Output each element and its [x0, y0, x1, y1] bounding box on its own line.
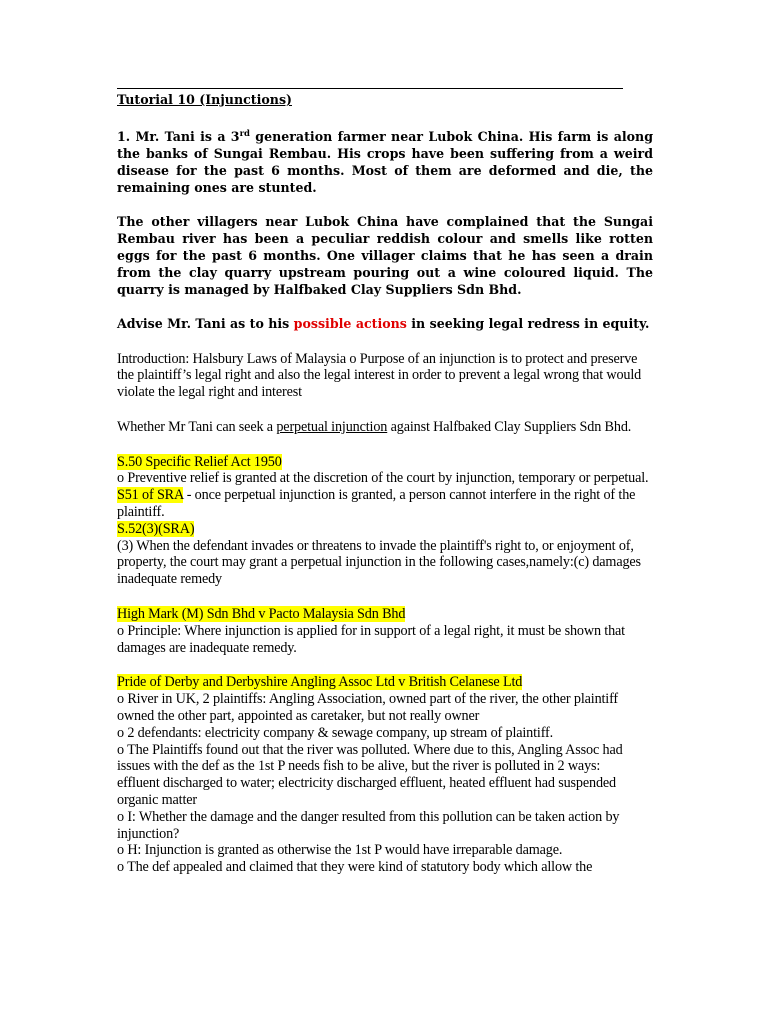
introduction-paragraph: Introduction: Halsbury Laws of Malaysia o Purpose of an injunction is to protect and preserve the plaintiff’s legal right and also the legal interest in order to prevent a legal wrong that would violate the legal right and interest: [117, 350, 642, 401]
case-pride-of-derby-line: o I: Whether the damage and the danger resulted from this pollution can be taken action by injunction?: [117, 808, 620, 842]
question-paragraph-1: 1. Mr. Tani is a 3rd generation farmer near Lubok China. His farm is along the banks of Sungai Rembau. His crops have been suffering from a weird disease for the past 6 months. Most of them are deformed and die, the remaining ones are stunted.: [117, 128, 653, 195]
perpetual-injunction-underlined: perpetual injunction: [276, 418, 388, 435]
case-pride-of-derby-line: effluent discharged to water; electricity discharged effluent, heated effluent had suspended organic matter: [117, 775, 616, 809]
issue-paragraph: Whether Mr Tani can seek a perpetual injunction against Halfbaked Clay Suppliers Sdn Bhd.: [117, 418, 632, 435]
header-rule: [117, 88, 623, 89]
s50-text: o Preventive relief is granted at the discretion of the court by injunction, temporary or perpetual.: [117, 470, 649, 487]
tutorial-title: Tutorial 10 (Injunctions): [117, 92, 292, 107]
advise-instruction: Advise Mr. Tani as to his possible actions in seeking legal redress in equity.: [117, 315, 650, 331]
case-pride-of-derby-line: o The Plaintiffs found out that the river was polluted. Where due to this, Angling Assoc had issues with the def as the 1st P needs fish to be alive, but the river is polluted in 2 ways:: [117, 741, 623, 775]
case-pride-of-derby-line: o The def appealed and claimed that they were kind of statutory body which allow the: [117, 859, 593, 876]
case-pride-of-derby-line: o H: Injunction is granted as otherwise the 1st P would have irreparable damage.: [117, 842, 563, 859]
s51-paragraph: S51 of SRA - once perpetual injunction is granted, a person cannot interfere in the right of the plaintiff.: [117, 487, 636, 521]
s52-heading: S.52(3)(SRA): [117, 520, 195, 537]
case-high-mark-text: o Principle: Where injunction is applied for in support of a legal right, it must be shown that damages are inadequate remedy.: [117, 622, 625, 656]
possible-actions-emphasis: possible actions: [293, 315, 407, 331]
case-pride-of-derby-line: o River in UK, 2 plaintiffs: Angling Association, owned part of the river, the other plaintiff owned the other part, appointed as caretaker, but not really owner: [117, 691, 618, 725]
case-high-mark-heading: High Mark (M) Sdn Bhd v Pacto Malaysia Sdn Bhd: [117, 606, 406, 623]
s52-text: (3) When the defendant invades or threatens to invade the plaintiff's right to, or enjoyment of, property, the court may grant a perpetual injunction in the following cases,namely:(c) damages inadequate remedy: [117, 537, 641, 588]
case-pride-of-derby-heading: Pride of Derby and Derbyshire Angling Assoc Ltd v British Celanese Ltd: [117, 674, 523, 691]
s50-heading: S.50 Specific Relief Act 1950: [117, 453, 282, 470]
s51-heading: S51 of SRA: [117, 487, 184, 504]
case-pride-of-derby-line: o 2 defendants: electricity company & sewage company, up stream of plaintiff.: [117, 724, 553, 741]
question-paragraph-2: The other villagers near Lubok China have complained that the Sungai Rembau river has been a peculiar reddish colour and smells like rotten eggs for the past 6 months. One villager claims that he has seen a drain from the clay quarry upstream pouring out a wine coloured liquid. The quarry is managed by Halfbaked Clay Suppliers Sdn Bhd.: [117, 213, 653, 297]
document-page: [117, 88, 653, 876]
